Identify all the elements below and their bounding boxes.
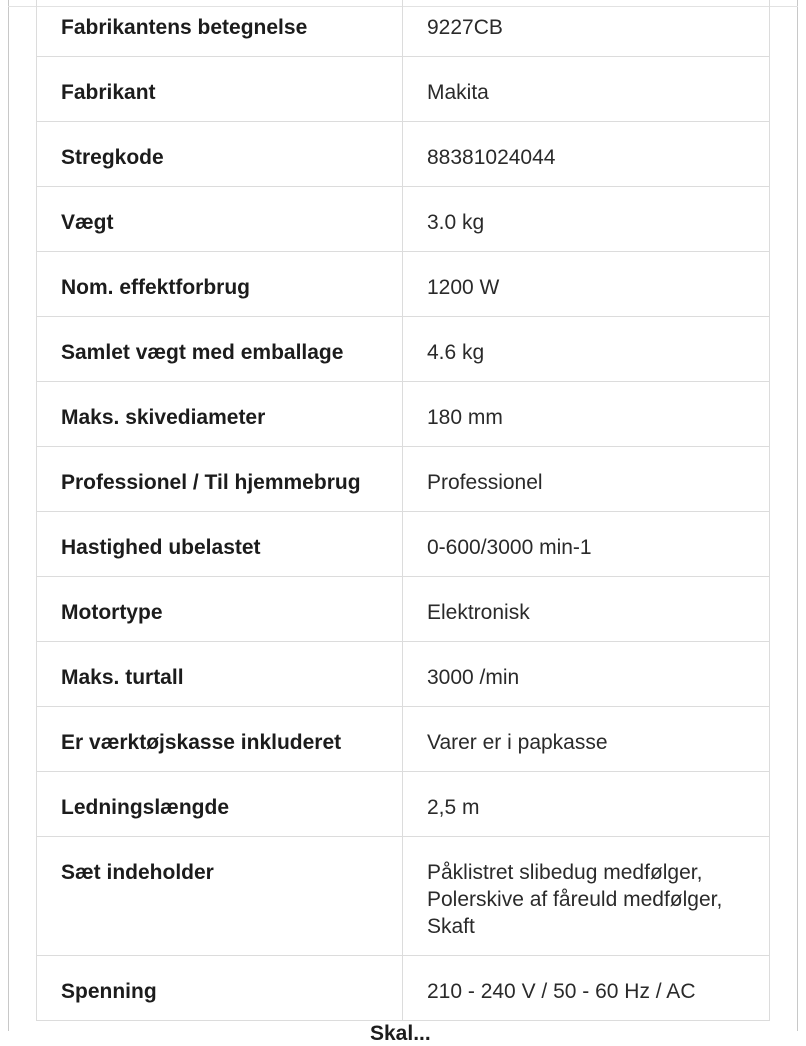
table-row	[37, 252, 770, 317]
table-row	[37, 512, 770, 577]
spec-label: Fabrikantens betegnelse	[37, 0, 403, 57]
spec-label: Fabrikant	[37, 57, 403, 122]
table-row	[37, 577, 770, 642]
spec-value: Påklistret slibedug medfølger, Polerskive af fåreuld medfølger, Skaft	[403, 837, 770, 956]
spec-label: Maks. turtall	[37, 642, 403, 707]
spec-value: 180 mm	[403, 382, 770, 447]
spec-value: Varer er i papkasse	[403, 707, 770, 772]
spec-label: Sæt indeholder	[37, 837, 403, 956]
spec-value: 2,5 m	[403, 772, 770, 837]
spec-label: Nom. effektforbrug	[37, 252, 403, 317]
table-row	[37, 317, 770, 382]
spec-value: 1200 W	[403, 252, 770, 317]
spec-value: 0-600/3000 min-1	[403, 512, 770, 577]
table-row	[37, 707, 770, 772]
specifications-table	[36, 0, 770, 1021]
spec-label: Samlet vægt med emballage	[37, 317, 403, 382]
spec-value: 9227CB	[403, 0, 770, 57]
table-row	[37, 0, 770, 57]
spec-label: Stregkode	[37, 122, 403, 187]
spec-label: Motortype	[37, 577, 403, 642]
table-row	[37, 837, 770, 956]
spec-label: Vægt	[37, 187, 403, 252]
spec-label: Maks. skivediameter	[37, 382, 403, 447]
next-section-heading: Skal...	[370, 1022, 431, 1045]
page-frame-left-border	[8, 0, 9, 1031]
spec-label: Professionel / Til hjemmebrug	[37, 447, 403, 512]
spec-value: 3.0 kg	[403, 187, 770, 252]
table-row	[37, 382, 770, 447]
spec-value: 3000 /min	[403, 642, 770, 707]
spec-value: 4.6 kg	[403, 317, 770, 382]
spec-value: Professionel	[403, 447, 770, 512]
spec-label: Ledningslængde	[37, 772, 403, 837]
page-frame-right-border	[797, 0, 798, 1031]
table-row	[37, 187, 770, 252]
spec-label: Hastighed ubelastet	[37, 512, 403, 577]
spec-value: 88381024044	[403, 122, 770, 187]
spec-label: Er værktøjskasse inkluderet	[37, 707, 403, 772]
table-row	[37, 57, 770, 122]
spec-label: Spenning	[37, 956, 403, 1021]
spec-value: 210 - 240 V / 50 - 60 Hz / AC	[403, 956, 770, 1021]
spec-value: Makita	[403, 57, 770, 122]
table-row	[37, 642, 770, 707]
table-row	[37, 122, 770, 187]
table-row	[37, 772, 770, 837]
spec-value: Elektronisk	[403, 577, 770, 642]
table-row	[37, 956, 770, 1021]
table-row	[37, 447, 770, 512]
